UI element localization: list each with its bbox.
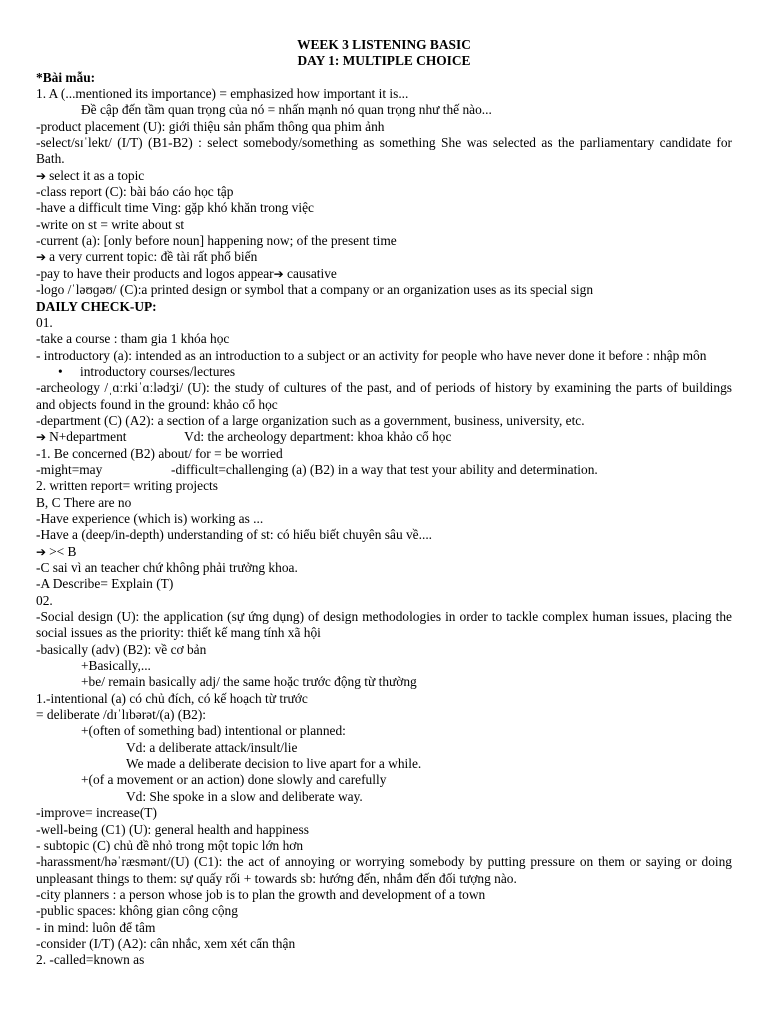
text-line bbox=[36, 707, 732, 723]
text-line bbox=[36, 723, 732, 739]
line-text: - introductory (a): intended as an introduction to a subject or an activity for people who have never done it before : nhập môn bbox=[36, 347, 707, 363]
line-text: B, C There are no bbox=[36, 494, 132, 510]
text-line bbox=[36, 266, 732, 282]
line-text: 02. bbox=[36, 592, 53, 608]
line-text: 2. written report= writing projects bbox=[36, 478, 218, 494]
text-line bbox=[36, 217, 732, 233]
text-line bbox=[36, 168, 732, 184]
line-text: -archeology /ˌɑːrkiˈɑːlədʒi/ (U): the study of cultures of the past, and of periods of history by examining the parts of buildings and objects found in the ground: khảo cổ học bbox=[36, 380, 732, 412]
line-text: -current (a): [only before noun] happening now; of the present time bbox=[36, 233, 397, 249]
text-line bbox=[36, 299, 732, 315]
line-text: -consider (I/T) (A2): cân nhắc, xem xét cẩn thận bbox=[36, 935, 296, 951]
text-line bbox=[36, 920, 732, 936]
line-text: Vd: a deliberate attack/insult/lie bbox=[126, 739, 298, 755]
text-line bbox=[36, 527, 732, 543]
line-text: +(of a movement or an action) done slowly and carefully bbox=[81, 772, 387, 788]
text-line bbox=[36, 756, 732, 772]
text-line bbox=[36, 789, 732, 805]
line-text: -1. Be concerned (B2) about/ for = be worried bbox=[36, 445, 283, 461]
line-text: +be/ remain basically adj/ the same hoặc trước động từ thường bbox=[81, 674, 417, 690]
text-line bbox=[36, 805, 732, 821]
line-text: 2. -called=known as bbox=[36, 952, 145, 968]
line-text: +Basically,... bbox=[81, 658, 151, 674]
line-text: -take a course : tham gia 1 khóa học bbox=[36, 331, 230, 347]
line-text: 1.-intentional (a) có chủ đích, có kế hoạch từ trước bbox=[36, 690, 308, 706]
text-line bbox=[36, 560, 732, 576]
arrow-right-icon: ➔ bbox=[36, 544, 47, 559]
text-line bbox=[36, 544, 732, 560]
line-text: -city planners : a person whose job is to plan the growth and development of a town bbox=[36, 886, 486, 902]
line-text: -C sai vì an teacher chứ không phải trưởng khoa. bbox=[36, 560, 298, 575]
text-line bbox=[36, 364, 732, 380]
document-subtitle: DAY 1: MULTIPLE CHOICE bbox=[297, 53, 471, 69]
line-text: -A Describe= Explain (T) bbox=[36, 576, 174, 592]
text-line bbox=[36, 511, 732, 527]
line-text: a very current topic: đề tài rất phổ biến bbox=[49, 249, 258, 265]
line-text-secondary: Vd: the archeology department: khoa khảo cổ học bbox=[184, 429, 452, 445]
line-text-secondary: -difficult=challenging (a) (B2) in a way that test your ability and determination. bbox=[171, 461, 598, 477]
line-text: 1. A (...mentioned its importance) = emphasized how important it is... bbox=[36, 86, 409, 102]
document-body bbox=[36, 70, 732, 969]
text-line bbox=[36, 691, 732, 707]
document-page bbox=[36, 37, 732, 969]
line-text: N+department bbox=[49, 429, 127, 445]
line-text: -select/sɪˈlekt/ (I/T) (B1-B2) : select somebody/something as something She was selected as the parliamentary candidate for Bath. bbox=[36, 135, 732, 167]
text-line bbox=[36, 184, 732, 200]
line-text: -class report (C): bài báo cáo học tập bbox=[36, 184, 234, 200]
line-text: DAILY CHECK-UP: bbox=[36, 298, 157, 314]
text-line bbox=[36, 495, 732, 511]
text-line bbox=[36, 282, 732, 298]
line-text: We made a deliberate decision to live apart for a while. bbox=[126, 756, 422, 772]
text-line bbox=[36, 772, 732, 788]
text-line bbox=[36, 249, 732, 265]
text-line bbox=[36, 233, 732, 249]
text-line bbox=[36, 642, 732, 658]
line-text: -might=may bbox=[36, 461, 103, 477]
text-line bbox=[36, 200, 732, 216]
text-line bbox=[36, 429, 732, 445]
text-line bbox=[36, 936, 732, 952]
line-text: *Bài mẫu: bbox=[36, 69, 96, 85]
line-text: -logo /ˈləʊɡəʊ/ (C):a printed design or symbol that a company or an organization uses as its special sign bbox=[36, 282, 594, 298]
line-text: -public spaces: không gian công cộng bbox=[36, 903, 238, 919]
line-text: -Have a (deep/in-depth) understanding of st: có hiểu biết chuyên sâu về.... bbox=[36, 527, 433, 543]
line-text: -well-being (C1) (U): general health and happiness bbox=[36, 821, 309, 837]
line-text-secondary: causative bbox=[287, 265, 337, 281]
text-line bbox=[36, 887, 732, 903]
arrow-right-icon: ➔ bbox=[36, 168, 47, 183]
document-title: WEEK 3 LISTENING BASIC bbox=[297, 37, 471, 52]
line-text: introductory courses/lectures bbox=[80, 363, 236, 379]
arrow-right-icon: ➔ bbox=[36, 430, 47, 445]
line-text: -pay to have their products and logos appear bbox=[36, 265, 274, 281]
text-line bbox=[36, 740, 732, 756]
line-text: -improve= increase(T) bbox=[36, 805, 157, 821]
line-text: -Social design (U): the application (sự ứng dụng) of design methodologies in order to tackle complex human issues, placing the social issues as the priority: thiết kế mang tính xã hội bbox=[36, 609, 732, 641]
text-line bbox=[36, 135, 732, 168]
line-text: -department (C) (A2): a section of a large organization such as a government, business, university, etc. bbox=[36, 412, 585, 428]
line-text: -have a difficult time Ving: gặp khó khăn trong việc bbox=[36, 200, 314, 216]
text-line bbox=[36, 593, 732, 609]
text-line bbox=[36, 838, 732, 854]
line-text: - in mind: luôn để tâm bbox=[36, 919, 156, 935]
text-line bbox=[36, 70, 732, 86]
text-line bbox=[36, 658, 732, 674]
line-text: Vd: She spoke in a slow and deliberate way. bbox=[126, 788, 363, 804]
text-line bbox=[36, 86, 732, 102]
line-text: select it as a topic bbox=[49, 167, 145, 183]
text-line bbox=[36, 102, 732, 118]
text-line bbox=[36, 822, 732, 838]
text-line bbox=[36, 478, 732, 494]
line-text: - subtopic (C) chủ đề nhỏ trong một topic lớn hơn bbox=[36, 837, 304, 853]
line-text: Đề cập đến tầm quan trọng của nó = nhấn mạnh nó quan trọng như thế nào... bbox=[81, 102, 492, 118]
text-line bbox=[36, 413, 732, 429]
text-line bbox=[36, 446, 732, 462]
text-line bbox=[36, 331, 732, 347]
line-text: >< B bbox=[49, 543, 77, 559]
line-text: -basically (adv) (B2): về cơ bản bbox=[36, 641, 207, 657]
line-text: -product placement (U): giới thiệu sản phẩm thông qua phim ảnh bbox=[36, 118, 385, 134]
line-text: +(often of something bad) intentional or planned: bbox=[81, 723, 346, 739]
line-text: -write on st = write about st bbox=[36, 216, 185, 232]
text-line bbox=[36, 380, 732, 413]
text-line bbox=[36, 576, 732, 592]
text-line bbox=[36, 903, 732, 919]
text-line bbox=[36, 348, 732, 364]
line-text: 01. bbox=[36, 314, 53, 330]
line-text: -harassment/həˈræsmənt/(U) (C1): the act of annoying or worrying somebody by putting pressure on them or saying or doing unpleasant things to them: sự quấy rối + towards sb: hướng đến, nhắm đến đối tượng nào. bbox=[36, 854, 732, 886]
text-line bbox=[36, 119, 732, 135]
text-line bbox=[36, 609, 732, 642]
arrow-right-icon: ➔ bbox=[273, 266, 284, 281]
text-line bbox=[36, 854, 732, 887]
text-line bbox=[36, 315, 732, 331]
text-line bbox=[36, 674, 732, 690]
text-line bbox=[36, 462, 732, 478]
text-line bbox=[36, 952, 732, 968]
arrow-right-icon: ➔ bbox=[36, 250, 47, 265]
line-text: = deliberate /dɪˈlɪbərət/(a) (B2): bbox=[36, 707, 207, 723]
line-text: -Have experience (which is) working as ... bbox=[36, 510, 264, 526]
